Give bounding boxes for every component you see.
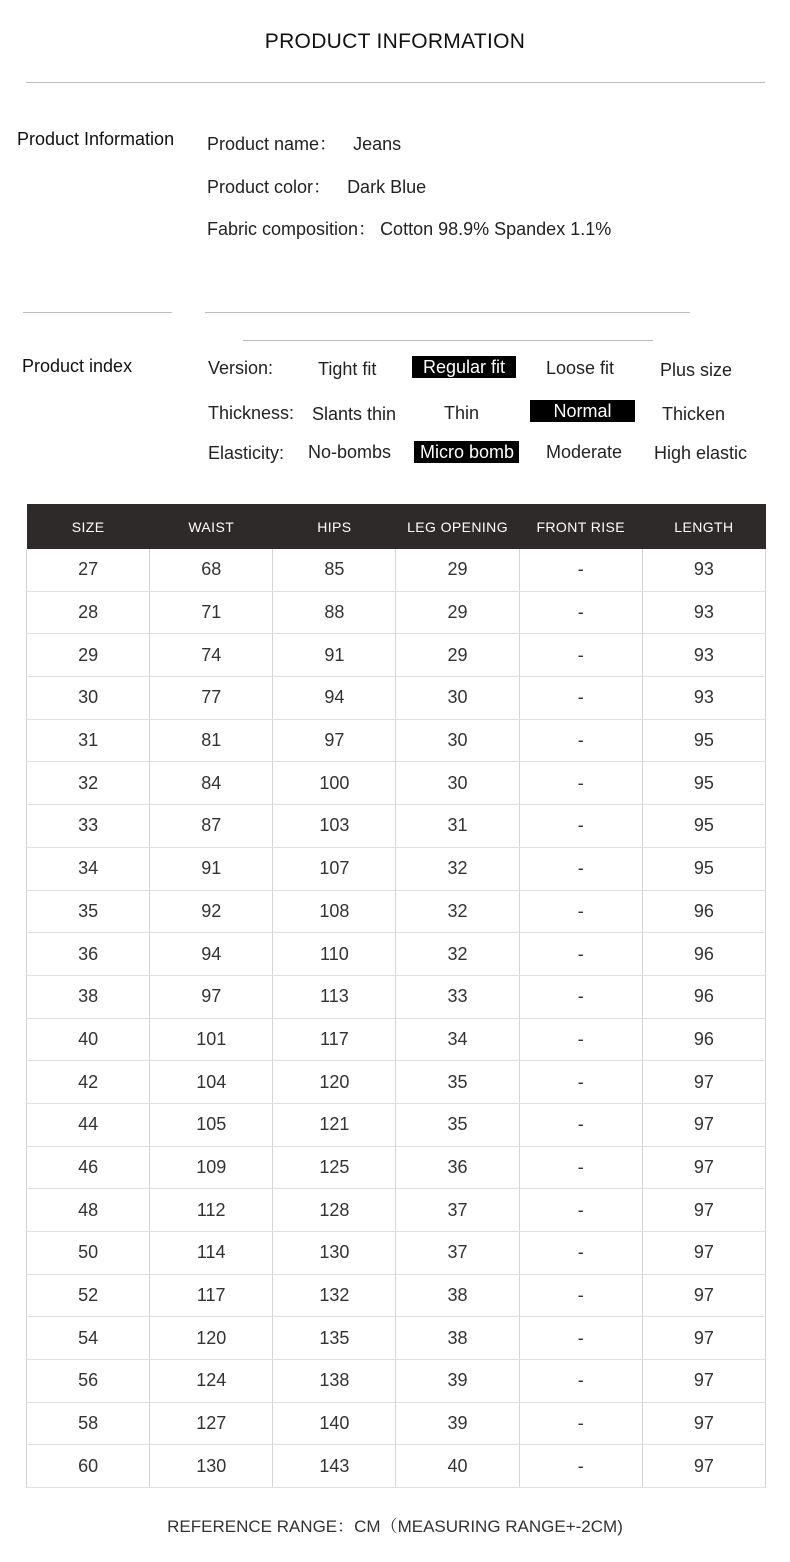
table-cell: -: [519, 677, 642, 720]
table-cell: 108: [273, 890, 396, 933]
table-cell: 34: [396, 1018, 519, 1061]
table-cell: 97: [273, 719, 396, 762]
table-cell: 31: [27, 719, 150, 762]
table-cell: -: [519, 975, 642, 1018]
table-cell: 97: [642, 1360, 765, 1403]
table-cell: 104: [150, 1061, 273, 1104]
table-cell: 101: [150, 1018, 273, 1061]
table-cell: 100: [273, 762, 396, 805]
table-cell: 34: [27, 847, 150, 890]
table-cell: -: [519, 1274, 642, 1317]
table-row: [27, 1103, 766, 1146]
table-cell: 132: [273, 1274, 396, 1317]
table-cell: 91: [150, 847, 273, 890]
table-cell: 38: [396, 1317, 519, 1360]
table-cell: 39: [396, 1360, 519, 1403]
info-row-color: [207, 173, 426, 199]
table-cell: 97: [642, 1445, 765, 1488]
table-row: [27, 677, 766, 720]
info-value: Jeans: [353, 134, 402, 154]
table-cell: 95: [642, 719, 765, 762]
table-cell: 68: [150, 549, 273, 591]
table-cell: 112: [150, 1189, 273, 1232]
table-cell: 97: [642, 1402, 765, 1445]
table-cell: -: [519, 591, 642, 634]
table-cell: -: [519, 634, 642, 677]
size-table: [26, 504, 766, 1488]
table-cell: 71: [150, 591, 273, 634]
table-cell: -: [519, 1402, 642, 1445]
header-size: SIZE: [27, 504, 150, 549]
table-cell: 96: [642, 975, 765, 1018]
table-cell: 121: [273, 1103, 396, 1146]
table-cell: -: [519, 847, 642, 890]
table-cell: 96: [642, 1018, 765, 1061]
table-cell: 97: [642, 1189, 765, 1232]
table-cell: 97: [642, 1061, 765, 1104]
table-cell: -: [519, 805, 642, 848]
info-row-name: [207, 130, 401, 156]
table-row: [27, 1402, 766, 1445]
table-row: [27, 1146, 766, 1189]
version-option-tight-fit: Tight fit: [318, 359, 377, 379]
table-cell: 35: [27, 890, 150, 933]
info-key: Fabric composition：: [207, 219, 377, 239]
table-cell: -: [519, 1103, 642, 1146]
info-value: Dark Blue: [347, 177, 427, 197]
page-title: PRODUCT INFORMATION: [264, 30, 526, 53]
table-cell: 140: [273, 1402, 396, 1445]
table-cell: 35: [396, 1061, 519, 1104]
header-front-rise: FRONT RISE: [519, 504, 642, 549]
header-hips: HIPS: [273, 504, 396, 549]
reference-range-note: REFERENCE RANGE：CM（MEASURING RANGE+-2CM): [167, 1517, 623, 1536]
thickness-option-normal-selected: Normal: [530, 400, 635, 422]
table-cell: -: [519, 1018, 642, 1061]
table-cell: -: [519, 549, 642, 591]
table-cell: 94: [273, 677, 396, 720]
table-row: [27, 1018, 766, 1061]
table-cell: 143: [273, 1445, 396, 1488]
table-cell: 114: [150, 1232, 273, 1275]
table-cell: 52: [27, 1274, 150, 1317]
table-cell: 96: [642, 890, 765, 933]
table-cell: 31: [396, 805, 519, 848]
table-cell: -: [519, 1189, 642, 1232]
table-cell: 105: [150, 1103, 273, 1146]
table-cell: 29: [27, 634, 150, 677]
table-cell: 130: [150, 1445, 273, 1488]
table-cell: 42: [27, 1061, 150, 1104]
size-table-body: [27, 549, 766, 1488]
table-cell: 120: [273, 1061, 396, 1104]
table-row: [27, 1061, 766, 1104]
table-cell: 94: [150, 933, 273, 976]
elasticity-option-no-bombs: No-bombs: [308, 442, 392, 462]
table-row: [27, 1274, 766, 1317]
table-cell: 46: [27, 1146, 150, 1189]
table-cell: 33: [27, 805, 150, 848]
table-cell: 130: [273, 1232, 396, 1275]
table-cell: 113: [273, 975, 396, 1018]
table-cell: 124: [150, 1360, 273, 1403]
table-cell: 127: [150, 1402, 273, 1445]
table-cell: 96: [642, 933, 765, 976]
table-cell: 36: [27, 933, 150, 976]
table-cell: 93: [642, 549, 765, 591]
table-cell: -: [519, 1317, 642, 1360]
table-cell: 32: [27, 762, 150, 805]
version-option-regular-fit-selected: Regular fit: [412, 356, 516, 378]
table-cell: 95: [642, 847, 765, 890]
table-row: [27, 933, 766, 976]
elasticity-option-high-elastic: High elastic: [654, 443, 748, 463]
thickness-option-slants-thin: Slants thin: [312, 404, 397, 424]
table-cell: 117: [150, 1274, 273, 1317]
table-cell: 92: [150, 890, 273, 933]
table-cell: 107: [273, 847, 396, 890]
table-cell: 93: [642, 634, 765, 677]
table-cell: 33: [396, 975, 519, 1018]
thickness-option-thin: Thin: [444, 403, 480, 423]
table-cell: 135: [273, 1317, 396, 1360]
info-key: Product color：: [207, 177, 332, 197]
table-cell: 91: [273, 634, 396, 677]
table-row: [27, 1317, 766, 1360]
thickness-label: Thickness:: [208, 403, 295, 423]
table-cell: 30: [27, 677, 150, 720]
table-cell: 93: [642, 591, 765, 634]
table-cell: 38: [27, 975, 150, 1018]
header-waist: WAIST: [150, 504, 273, 549]
table-cell: 56: [27, 1360, 150, 1403]
table-row: [27, 549, 766, 591]
table-cell: 109: [150, 1146, 273, 1189]
table-cell: 29: [396, 634, 519, 677]
index-section-label: Product index: [22, 356, 133, 376]
table-cell: 87: [150, 805, 273, 848]
table-cell: 97: [642, 1317, 765, 1360]
table-cell: -: [519, 762, 642, 805]
table-cell: 32: [396, 933, 519, 976]
table-cell: 29: [396, 549, 519, 591]
header-length: LENGTH: [642, 504, 765, 549]
table-cell: 27: [27, 549, 150, 591]
table-cell: 95: [642, 805, 765, 848]
table-row: [27, 634, 766, 677]
table-row: [27, 1232, 766, 1275]
table-cell: 120: [150, 1317, 273, 1360]
table-cell: 97: [642, 1146, 765, 1189]
table-cell: 97: [642, 1232, 765, 1275]
table-row: [27, 975, 766, 1018]
divider-right: [205, 312, 690, 313]
elasticity-label: Elasticity:: [208, 443, 285, 463]
table-cell: 48: [27, 1189, 150, 1232]
table-cell: -: [519, 890, 642, 933]
table-cell: 30: [396, 677, 519, 720]
info-row-fabric: [207, 215, 611, 241]
table-cell: 37: [396, 1232, 519, 1275]
table-cell: -: [519, 1445, 642, 1488]
table-cell: 39: [396, 1402, 519, 1445]
table-cell: 38: [396, 1274, 519, 1317]
table-row: [27, 1445, 766, 1488]
header-leg-opening: LEG OPENING: [396, 504, 519, 549]
thickness-option-thicken: Thicken: [662, 404, 726, 424]
table-cell: 85: [273, 549, 396, 591]
version-option-plus-size: Plus size: [660, 360, 733, 380]
info-section-label: Product Information: [17, 129, 175, 149]
table-cell: 103: [273, 805, 396, 848]
table-cell: 32: [396, 847, 519, 890]
table-cell: 128: [273, 1189, 396, 1232]
title-divider: [26, 82, 765, 83]
table-row: [27, 805, 766, 848]
table-cell: -: [519, 719, 642, 762]
table-row: [27, 719, 766, 762]
table-cell: 95: [642, 762, 765, 805]
table-cell: 32: [396, 890, 519, 933]
elasticity-option-moderate: Moderate: [546, 442, 623, 462]
table-row: [27, 762, 766, 805]
divider-index: [243, 340, 653, 341]
table-cell: 77: [150, 677, 273, 720]
table-cell: 58: [27, 1402, 150, 1445]
table-cell: 36: [396, 1146, 519, 1189]
table-cell: 30: [396, 762, 519, 805]
table-row: [27, 1189, 766, 1232]
table-cell: 30: [396, 719, 519, 762]
table-row: [27, 890, 766, 933]
table-cell: -: [519, 933, 642, 976]
table-cell: 50: [27, 1232, 150, 1275]
table-cell: 97: [642, 1103, 765, 1146]
info-value: Cotton 98.9% Spandex 1.1%: [380, 219, 612, 239]
table-row: [27, 591, 766, 634]
table-cell: 37: [396, 1189, 519, 1232]
table-row: [27, 847, 766, 890]
table-cell: 97: [150, 975, 273, 1018]
table-cell: 44: [27, 1103, 150, 1146]
version-option-loose-fit: Loose fit: [546, 358, 615, 378]
table-cell: -: [519, 1360, 642, 1403]
table-cell: 81: [150, 719, 273, 762]
version-label: Version:: [208, 358, 274, 378]
table-cell: -: [519, 1232, 642, 1275]
table-row: [27, 1360, 766, 1403]
table-cell: 28: [27, 591, 150, 634]
table-cell: 54: [27, 1317, 150, 1360]
table-cell: 74: [150, 634, 273, 677]
table-cell: 88: [273, 591, 396, 634]
table-cell: 60: [27, 1445, 150, 1488]
table-cell: 93: [642, 677, 765, 720]
table-cell: 138: [273, 1360, 396, 1403]
table-cell: 35: [396, 1103, 519, 1146]
divider-left: [23, 312, 172, 313]
elasticity-option-micro-bomb-selected: Micro bomb: [414, 441, 519, 463]
table-cell: 117: [273, 1018, 396, 1061]
table-cell: 40: [27, 1018, 150, 1061]
table-cell: 84: [150, 762, 273, 805]
table-cell: 40: [396, 1445, 519, 1488]
table-cell: 29: [396, 591, 519, 634]
size-table-header-row: [27, 504, 766, 549]
info-key: Product name：: [207, 134, 338, 154]
table-cell: -: [519, 1146, 642, 1189]
table-cell: -: [519, 1061, 642, 1104]
table-cell: 125: [273, 1146, 396, 1189]
table-cell: 97: [642, 1274, 765, 1317]
table-cell: 110: [273, 933, 396, 976]
